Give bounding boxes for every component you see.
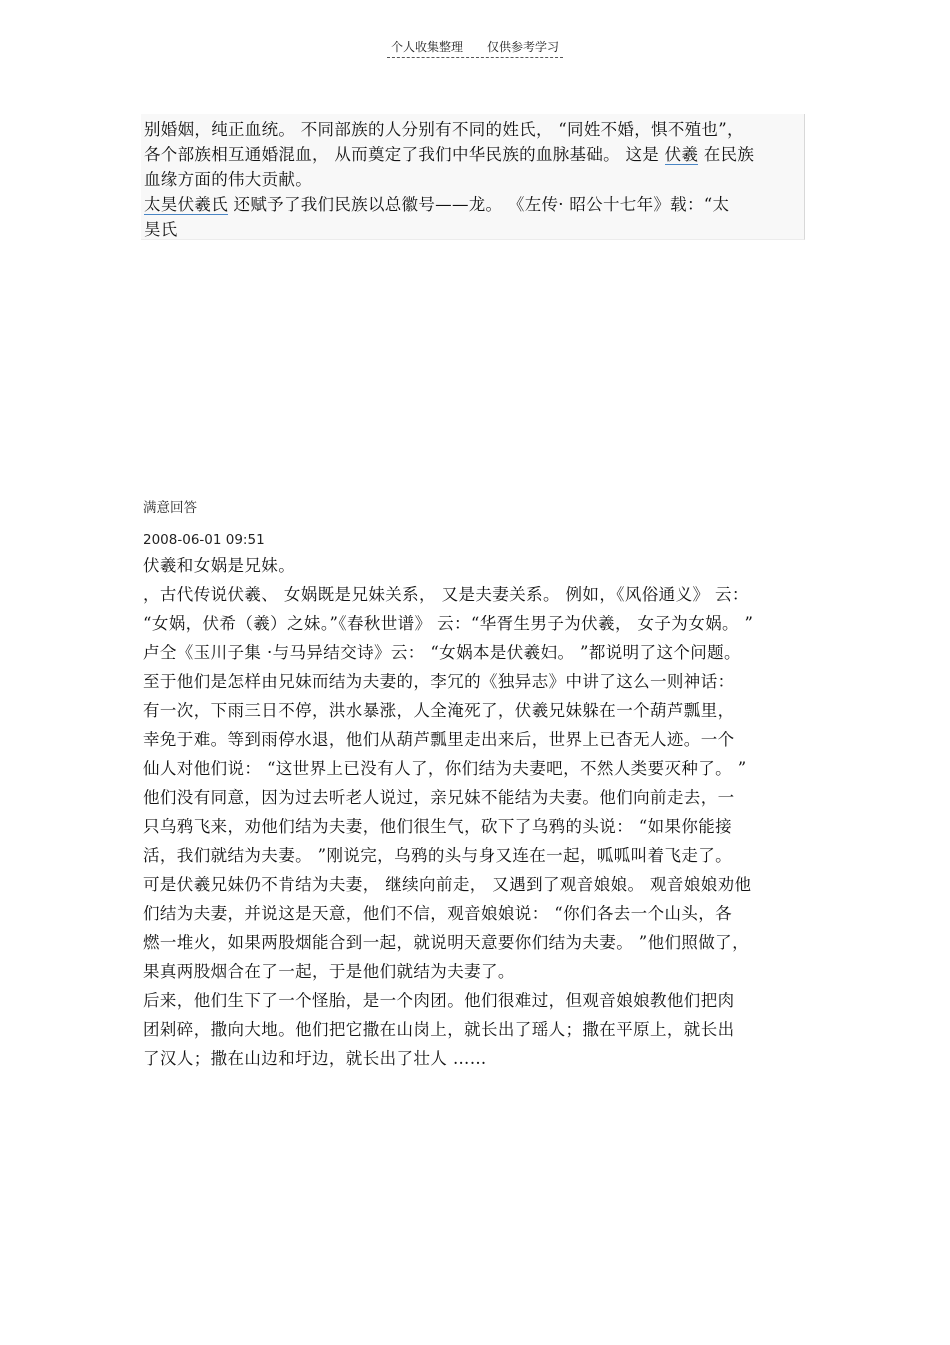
answer-line: ，古代传说伏羲、 女娲既是兄妹关系， 又是夫妻关系。 例如，《风俗通义》 云： bbox=[143, 585, 749, 604]
excerpt-line bbox=[144, 142, 804, 167]
header-left-text: 个人收集整理 bbox=[390, 40, 463, 54]
answer-line: 他们没有同意，因为过去听老人说过，亲兄妹不能结为夫妻。他们向前走去，一 bbox=[143, 788, 735, 807]
answer-line: 伏羲和女娲是兄妹。 bbox=[143, 556, 296, 575]
excerpt-line: 血缘方面的伟大贡献。 bbox=[144, 170, 312, 189]
link-fuxi[interactable]: 伏羲 bbox=[664, 145, 699, 164]
page-header bbox=[0, 38, 950, 58]
excerpt-line-text: 在民族 bbox=[698, 145, 755, 164]
excerpt-line-text: 还赋予了我们民族以总徽号——龙。 《左传· 昭公十七年》载：“太 bbox=[233, 195, 730, 214]
answer-line: 可是伏羲兄妹仍不肯结为夫妻， 继续向前走， 又遇到了观音娘娘。 观音娘娘劝他 bbox=[143, 875, 752, 894]
answer-line: 仙人对他们说： “这世界上已没有人了，你们结为夫妻吧，不然人类要灭种了。 ” bbox=[143, 759, 747, 778]
quoted-excerpt bbox=[141, 114, 805, 240]
answer-line: 们结为夫妻，并说这是天意，他们不信，观音娘娘说： “你们各去一个山头，各 bbox=[143, 904, 733, 923]
excerpt-line bbox=[144, 192, 804, 217]
answer-body bbox=[143, 551, 818, 1073]
answer-line: 只乌鸦飞来，劝他们结为夫妻，他们很生气，砍下了乌鸦的头说： “如果你能接 bbox=[143, 817, 733, 836]
answer-line: 活，我们就结为夫妻。 ”刚说完，乌鸦的头与身又连在一起，呱呱叫着飞走了。 bbox=[143, 846, 733, 865]
answer-line: 团剁碎，撒向大地。他们把它撒在山岗上，就长出了瑶人；撒在平原上，就长出 bbox=[143, 1020, 735, 1039]
answer-line: 至于他们是怎样由兄妹而结为夫妻的，李冗的《独异志》中讲了这么一则神话： bbox=[143, 672, 735, 691]
answer-line: 后来，他们生下了一个怪胎，是一个肉团。他们很难过，但观音娘娘教他们把肉 bbox=[143, 991, 735, 1010]
header-rule bbox=[387, 38, 563, 58]
header-right-text: 仅供参考学习 bbox=[487, 40, 560, 54]
answer-line: 卢仝《玉川子集 ·与马异结交诗》云： “女娲本是伏羲妇。 ”都说明了这个问题。 bbox=[143, 643, 741, 662]
answer-line: 燃一堆火，如果两股烟能合到一起，就说明天意要你们结为夫妻。 ”他们照做了， bbox=[143, 933, 749, 952]
link-taihao-fuxi[interactable]: 太昊伏羲氏 bbox=[144, 195, 228, 214]
answer-line: 果真两股烟合在了一起，于是他们就结为夫妻了。 bbox=[143, 962, 515, 981]
answer-line: 幸免于难。等到雨停水退，他们从葫芦瓢里走出来后，世界上已杳无人迹。一个 bbox=[143, 730, 735, 749]
answer-line: 了汉人；撒在山边和圩边，就长出了壮人 …… bbox=[143, 1049, 487, 1068]
excerpt-line-text: 各个部族相互通婚混血， 从而奠定了我们中华民族的血脉基础。 这是 bbox=[144, 145, 660, 164]
satisfied-answer-label: 满意回答 bbox=[143, 500, 197, 516]
excerpt-line: 别婚姻，纯正血统。 不同部族的人分别有不同的姓氏， “同姓不婚，惧不殖也”， bbox=[144, 120, 744, 139]
answer-timestamp: 2008-06-01 09:51 bbox=[143, 532, 265, 548]
answer-line: “女娲，伏希（羲）之妹。”《春秋世谱》 云：“华胥生男子为伏羲， 女子为女娲。 ” bbox=[143, 614, 754, 633]
excerpt-line: 昊氏 bbox=[144, 220, 178, 239]
answer-line: 有一次，下雨三日不停，洪水暴涨，人全淹死了，伏羲兄妹躲在一个葫芦瓢里， bbox=[143, 701, 735, 720]
